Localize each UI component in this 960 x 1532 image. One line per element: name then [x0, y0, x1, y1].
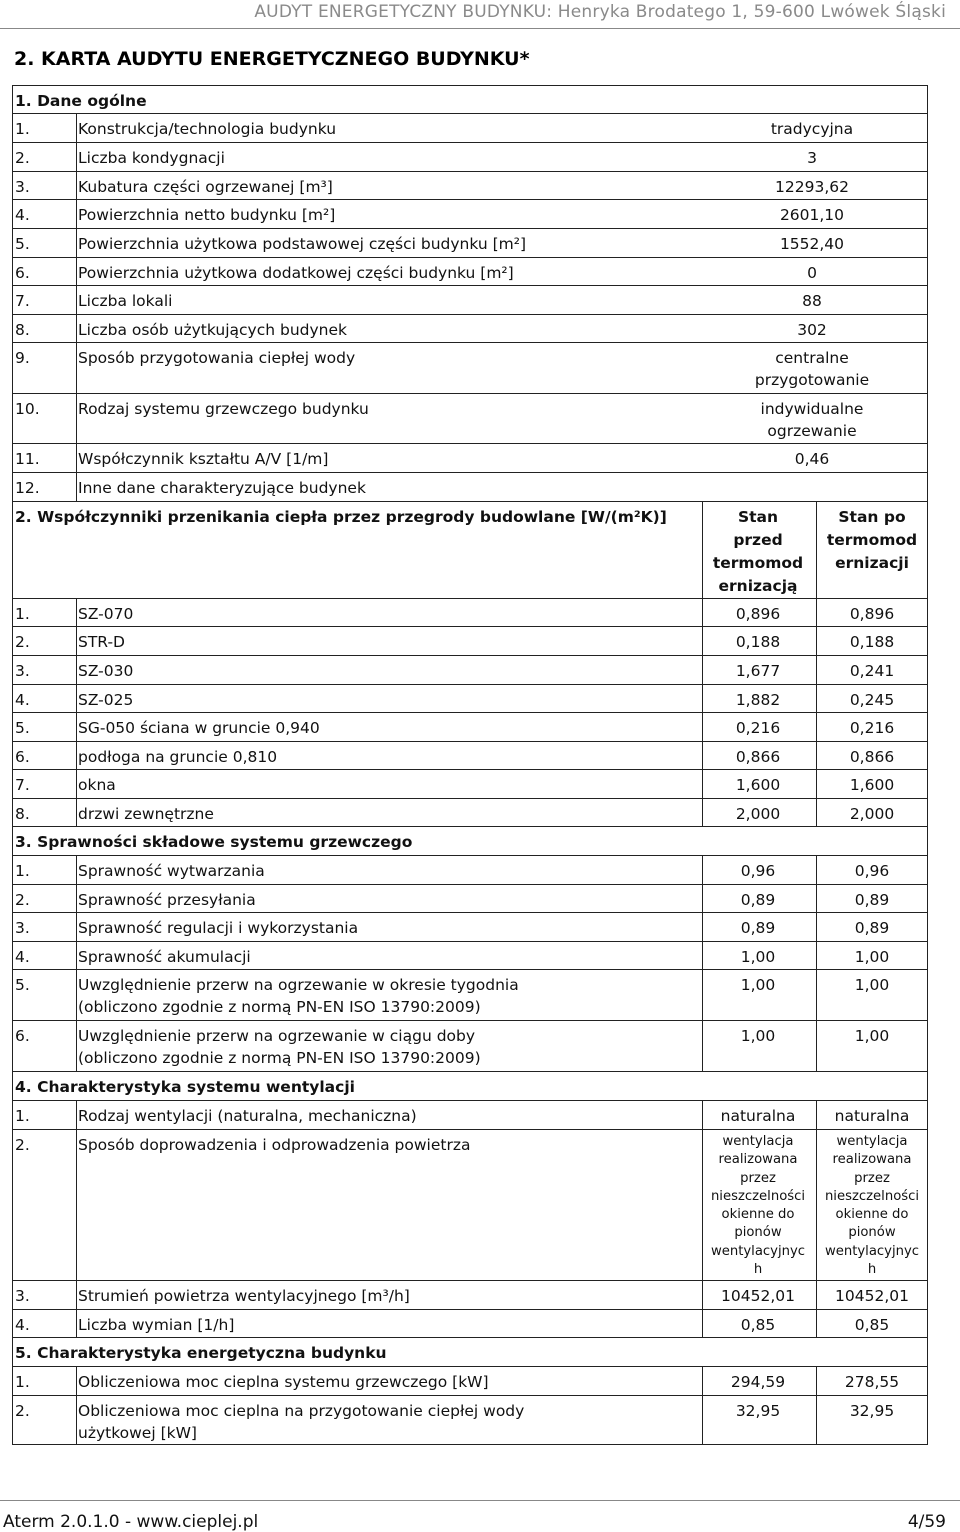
- row-value: 3: [807, 149, 817, 167]
- table-row: [12, 443, 928, 472]
- value-line: realizowana: [832, 1152, 912, 1168]
- row-label: Liczba lokali: [78, 292, 173, 310]
- row-value: 0: [807, 264, 817, 282]
- value-line: przygotowanie: [754, 371, 870, 389]
- value-before: 0,188: [735, 633, 781, 651]
- header-line: Stan po: [838, 508, 906, 526]
- value-before: 0,216: [735, 719, 781, 737]
- column-divider: [816, 1100, 817, 1337]
- value-after: 0,96: [854, 862, 890, 880]
- row-number: 7.: [15, 292, 30, 310]
- value-after: naturalna: [834, 1107, 910, 1125]
- table-row: [12, 257, 928, 285]
- value-before: 32,95: [735, 1402, 781, 1420]
- row-label: Konstrukcja/technologia budynku: [78, 120, 337, 138]
- row-label: Powierzchnia użytkowa podstawowej części budynku [m²]: [78, 235, 527, 253]
- value-after: 0,85: [854, 1316, 890, 1334]
- row-label: STR-D: [78, 633, 125, 651]
- table-row: [12, 598, 928, 626]
- column-divider: [816, 501, 817, 826]
- row-number: 7.: [15, 776, 30, 794]
- header-line: przed: [733, 531, 783, 549]
- value-before: 0,866: [735, 748, 781, 766]
- row-label: Sposób przygotowania ciepłej wody: [78, 349, 356, 367]
- table-row: [12, 393, 928, 443]
- row-value: 0,46: [794, 450, 830, 468]
- section-title: 3. Sprawności składowe systemu grzewczego: [15, 833, 413, 851]
- value-after: 0,245: [849, 691, 895, 709]
- value-before: 0,89: [740, 919, 776, 937]
- table-row: [12, 1309, 928, 1337]
- document-title: 2. KARTA AUDYTU ENERGETYCZNEGO BUDYNKU*: [14, 48, 530, 70]
- row-value: 1552,40: [779, 235, 845, 253]
- row-number: 1.: [15, 605, 30, 623]
- value-before: 1,882: [735, 691, 781, 709]
- row-number: 3.: [15, 662, 30, 680]
- column-divider: [702, 855, 703, 1071]
- header-line: termomod: [826, 531, 918, 549]
- label-line: Obliczeniowa moc cieplna na przygotowanie ciepłej wody: [78, 1402, 525, 1420]
- row-number: 2.: [15, 891, 30, 909]
- row-number: 5.: [15, 235, 30, 253]
- value-line: okienne do: [835, 1207, 909, 1223]
- table-row: [12, 855, 928, 884]
- value-before: 1,00: [740, 976, 776, 994]
- row-label: Sposób doprowadzenia i odprowadzenia powietrza: [78, 1136, 471, 1154]
- table-row: [12, 884, 928, 912]
- table-row: [12, 285, 928, 314]
- value-after: 2,000: [849, 805, 895, 823]
- value-line: wentylacyjnyc: [824, 1243, 920, 1259]
- table-row: [12, 199, 928, 228]
- page-header: AUDYT ENERGETYCZNY BUDYNKU: Henryka Brodatego 1, 59-600 Lwówek Śląski: [254, 2, 946, 22]
- table-row: [12, 1366, 928, 1395]
- row-label: Sprawność przesyłania: [78, 891, 256, 909]
- label-line: użytkowej [kW]: [78, 1424, 197, 1442]
- table-row: [12, 912, 928, 941]
- value-line: nieszczelności: [824, 1188, 920, 1204]
- value-line: wentylacja: [836, 1134, 908, 1149]
- row-label: Liczba osób użytkujących budynek: [78, 321, 347, 339]
- value-line: centralne: [775, 349, 849, 367]
- footer-divider: [0, 1500, 960, 1501]
- row-number: 5.: [15, 719, 30, 737]
- row-label: Liczba kondygnacji: [78, 149, 225, 167]
- row-label: Strumień powietrza wentylacyjnego [m³/h]: [78, 1287, 410, 1305]
- footer-software: Aterm 2.0.1.0 - www.cieplej.pl: [3, 1512, 259, 1532]
- value-line: ogrzewanie: [767, 422, 857, 440]
- row-number: 4.: [15, 206, 30, 224]
- row-number: 6.: [15, 264, 30, 282]
- row-number: 9.: [15, 349, 30, 367]
- value-line: wentylacja: [722, 1134, 794, 1149]
- table-row: [12, 342, 928, 393]
- row-value: tradycyjna: [770, 120, 854, 138]
- table-row: [12, 1100, 928, 1129]
- section5-header: [12, 1337, 928, 1366]
- row-number: 3.: [15, 178, 30, 196]
- section-title: 5. Charakterystyka energetyczna budynku: [15, 1344, 387, 1362]
- section2-header: [12, 501, 928, 598]
- row-label: SZ-070: [78, 605, 134, 623]
- column-divider: [76, 113, 77, 501]
- value-after: 278,55: [844, 1373, 900, 1391]
- value-after: 1,00: [854, 976, 890, 994]
- row-number: 6.: [15, 748, 30, 766]
- column-divider: [702, 501, 703, 826]
- table-row: [12, 741, 928, 769]
- value-before: 1,600: [735, 776, 781, 794]
- row-value: 302: [797, 321, 827, 339]
- value-after: 0,89: [854, 891, 890, 909]
- table-row: [12, 626, 928, 655]
- row-label: SG-050 ściana w gruncie 0,940: [78, 719, 320, 737]
- table-row: [12, 941, 928, 969]
- value-line: nieszczelności: [710, 1188, 806, 1204]
- row-label: Sprawność akumulacji: [78, 948, 251, 966]
- value-after: 1,00: [854, 1027, 890, 1045]
- row-value: 12293,62: [775, 178, 849, 196]
- value-after: 1,600: [849, 776, 895, 794]
- row-value: [712, 347, 912, 391]
- row-label: podłoga na gruncie 0,810: [78, 748, 278, 766]
- header-divider: [0, 28, 960, 29]
- row-label: [78, 1025, 698, 1069]
- row-number: 1.: [15, 120, 30, 138]
- value-after: 32,95: [849, 1402, 895, 1420]
- row-number: 2.: [15, 1136, 30, 1154]
- value-line: przez: [740, 1170, 776, 1186]
- value-before: 0,896: [735, 605, 781, 623]
- section-title: 1. Dane ogólne: [15, 92, 147, 110]
- row-value: [712, 398, 912, 442]
- value-before: 294,59: [730, 1373, 786, 1391]
- label-line: (obliczono zgodnie z normą PN-EN ISO 13790:2009): [78, 1049, 481, 1067]
- row-label: Współczynnik kształtu A/V [1/m]: [78, 450, 329, 468]
- row-number: 1.: [15, 1107, 30, 1125]
- row-label: Rodzaj wentylacji (naturalna, mechaniczna): [78, 1107, 417, 1125]
- row-number: 5.: [15, 976, 30, 994]
- row-value: 2601,10: [779, 206, 845, 224]
- header-line: ernizacją: [718, 577, 798, 595]
- row-number: 10.: [15, 400, 40, 418]
- column-divider: [76, 855, 77, 1071]
- table-row: [12, 142, 928, 171]
- row-label: Sprawność regulacji i wykorzystania: [78, 919, 359, 937]
- table-row: [12, 769, 928, 798]
- value-line: h: [753, 1262, 763, 1278]
- row-number: 8.: [15, 321, 30, 339]
- value-line: h: [867, 1262, 877, 1278]
- label-line: Uwzględnienie przerw na ogrzewanie w okresie tygodnia: [78, 976, 519, 994]
- row-number: 4.: [15, 1316, 30, 1334]
- table-row: [12, 1395, 928, 1445]
- row-number: 1.: [15, 862, 30, 880]
- column-divider: [702, 1100, 703, 1337]
- row-number: 11.: [15, 450, 40, 468]
- table-row: [12, 712, 928, 741]
- column-divider: [76, 1366, 77, 1445]
- row-label: Powierzchnia netto budynku [m²]: [78, 206, 336, 224]
- row-label: Sprawność wytwarzania: [78, 862, 265, 880]
- value-after: 0,896: [849, 605, 895, 623]
- row-number: 2.: [15, 1402, 30, 1420]
- value-before: naturalna: [720, 1107, 796, 1125]
- table-row: [12, 171, 928, 199]
- section4-header: [12, 1071, 928, 1100]
- row-label: SZ-025: [78, 691, 134, 709]
- value-before: 10452,01: [721, 1287, 795, 1305]
- value-line: przez: [854, 1170, 890, 1186]
- column-header-after: [816, 506, 928, 575]
- table-row: [12, 113, 928, 142]
- row-label: [78, 974, 698, 1018]
- row-number: 6.: [15, 1027, 30, 1045]
- value-line: pionów: [848, 1225, 896, 1241]
- row-label: Inne dane charakteryzujące budynek: [78, 479, 366, 497]
- row-number: 12.: [15, 479, 40, 497]
- value-after: 1,00: [854, 948, 890, 966]
- row-label: Powierzchnia użytkowa dodatkowej części budynku [m²]: [78, 264, 514, 282]
- value-before: 0,85: [740, 1316, 776, 1334]
- section-title: 2. Współczynniki przenikania ciepła przez przegrody budowlane [W/(m²K)]: [15, 508, 667, 526]
- row-label: Rodzaj systemu grzewczego budynku: [78, 400, 369, 418]
- value-line: wentylacyjnyc: [710, 1243, 806, 1259]
- column-divider: [816, 855, 817, 1071]
- value-line: indywidualne: [760, 400, 864, 418]
- table-row: [12, 314, 928, 342]
- row-number: 1.: [15, 1373, 30, 1391]
- row-number: 4.: [15, 691, 30, 709]
- value-before: 0,89: [740, 891, 776, 909]
- value-before: 0,96: [740, 862, 776, 880]
- row-value: 88: [802, 292, 822, 310]
- header-line: termomod: [712, 554, 804, 572]
- value-line: okienne do: [721, 1207, 795, 1223]
- value-after: 0,89: [854, 919, 890, 937]
- section3-header: [12, 826, 928, 855]
- value-before: 1,00: [740, 948, 776, 966]
- row-number: 3.: [15, 919, 30, 937]
- value-before: 1,00: [740, 1027, 776, 1045]
- row-label: drzwi zewnętrzne: [78, 805, 214, 823]
- page-number: 4/59: [907, 1512, 946, 1532]
- row-number: 8.: [15, 805, 30, 823]
- row-label: Kubatura części ogrzewanej [m³]: [78, 178, 333, 196]
- row-number: 4.: [15, 948, 30, 966]
- column-divider: [76, 598, 77, 826]
- row-label: Liczba wymian [1/h]: [78, 1316, 235, 1334]
- value-line: realizowana: [718, 1152, 798, 1168]
- value-after: 10452,01: [835, 1287, 909, 1305]
- row-label: Obliczeniowa moc cieplna systemu grzewczego [kW]: [78, 1373, 489, 1391]
- value-before: 2,000: [735, 805, 781, 823]
- value-before: 1,677: [735, 662, 781, 680]
- table-row: [12, 1280, 928, 1309]
- column-header-before: [702, 506, 814, 598]
- value-after: 0,241: [849, 662, 895, 680]
- header-line: ernizacji: [835, 554, 909, 572]
- value-after: 0,866: [849, 748, 895, 766]
- value-after: [816, 1133, 928, 1279]
- table-row: [12, 655, 928, 684]
- label-line: (obliczono zgodnie z normą PN-EN ISO 13790:2009): [78, 998, 481, 1016]
- table-row: [12, 969, 928, 1020]
- column-divider: [702, 1366, 703, 1445]
- column-divider: [816, 1366, 817, 1445]
- value-after: 0,188: [849, 633, 895, 651]
- table-row: [12, 228, 928, 257]
- row-number: 2.: [15, 149, 30, 167]
- section-title: 4. Charakterystyka systemu wentylacji: [15, 1078, 355, 1096]
- table-row: [12, 472, 928, 501]
- row-number: 3.: [15, 1287, 30, 1305]
- table-row: [12, 798, 928, 826]
- label-line: Uwzględnienie przerw na ogrzewanie w ciągu doby: [78, 1027, 476, 1045]
- section1-header: [12, 85, 928, 113]
- row-number: 2.: [15, 633, 30, 651]
- row-label: [78, 1400, 698, 1444]
- column-divider: [76, 1100, 77, 1337]
- row-label: SZ-030: [78, 662, 134, 680]
- value-after: 0,216: [849, 719, 895, 737]
- value-line: pionów: [734, 1225, 782, 1241]
- table-row: [12, 684, 928, 712]
- header-line: Stan: [737, 508, 779, 526]
- value-before: [702, 1133, 814, 1279]
- table-row: [12, 1129, 928, 1280]
- row-label: okna: [78, 776, 116, 794]
- table-row: [12, 1020, 928, 1071]
